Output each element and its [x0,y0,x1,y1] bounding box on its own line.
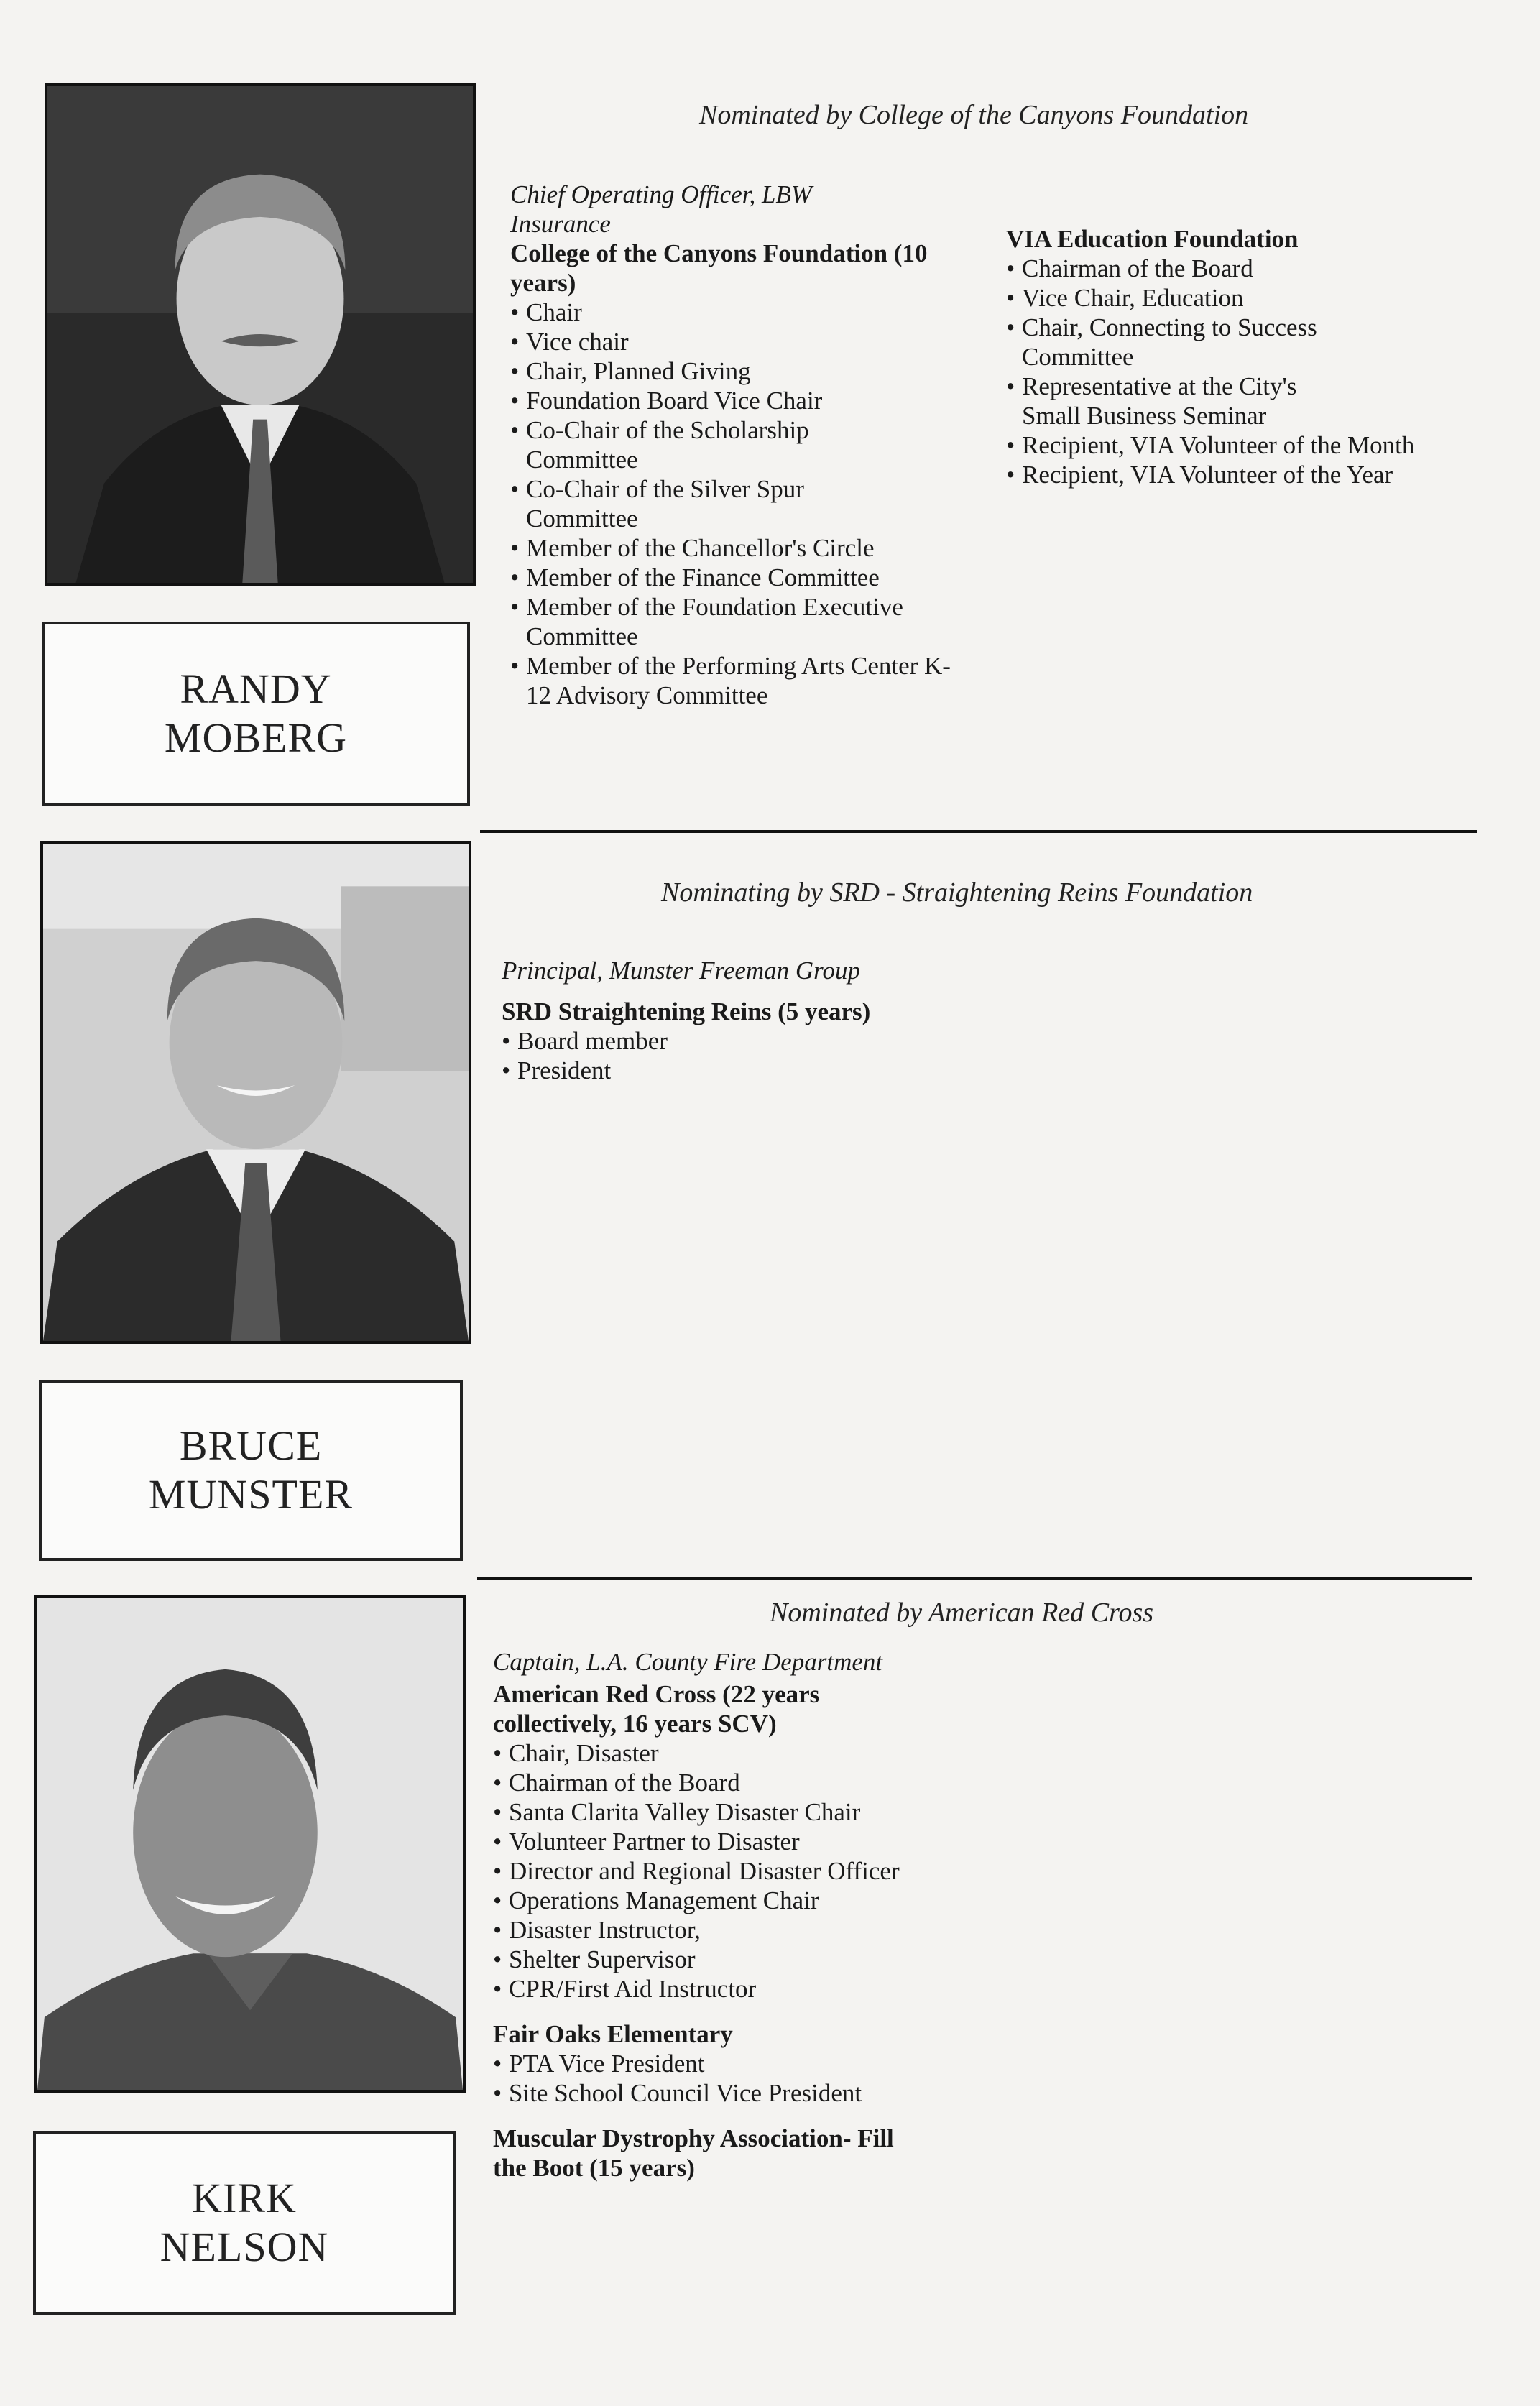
name-first: KIRK [192,2175,297,2221]
list-item: • Vice Chair, Education [1006,283,1466,313]
list-item: • Chair, Disaster [493,1738,1039,1768]
role-list [493,1738,1039,2004]
name-first: RANDY [180,665,332,712]
list-item: • Operations Management Chair [493,1886,1039,1915]
section-divider [480,830,1477,833]
nominated-by: Nominated by College of the Canyons Foundation [699,100,1249,130]
list-item: • Site School Council Vice President [493,2078,1039,2108]
section-divider [477,1577,1472,1580]
list-item: • Co-Chair of the Silver Spur Committee [510,474,871,533]
list-item: • Member of the Chancellor's Circle [510,533,970,563]
name-box-bruce-munster [39,1380,463,1561]
list-item: • Chair [510,298,970,327]
portrait-image [43,844,469,1341]
list-item: • Member of the Finance Committee [510,563,970,592]
job-title: Chief Operating Officer, LBW Insurance [510,180,812,238]
name-last: NELSON [160,2223,329,2270]
portrait-photo-randy-moberg [45,83,476,586]
list-item: • Disaster Instructor, [493,1915,1039,1945]
list-item: • Member of the Performing Arts Center K-12 Advisory Committee [510,651,957,710]
job-title: Principal, Munster Freeman Group [502,957,861,985]
name-last: MUNSTER [148,1471,354,1518]
name-box-randy-moberg [42,622,470,806]
nominated-by: Nominated by American Red Cross [770,1598,1154,1628]
list-item: • Chairman of the Board [493,1768,1039,1797]
job-title: Captain, L.A. County Fire Department [493,1648,883,1676]
list-item: • Director and Regional Disaster Officer [493,1856,1039,1886]
org-heading: College of the Canyons Foundation (10 years) [510,239,928,297]
list-item: • Chairman of the Board [1006,254,1466,283]
list-item: • Chair, Planned Giving [510,356,970,386]
portrait-image [47,86,473,583]
list-item: • Co-Chair of the Scholarship Committee [510,415,871,474]
name-first: BRUCE [179,1422,323,1469]
list-item: • President [502,1056,1148,1085]
list-item: • Volunteer Partner to Disaster [493,1827,1039,1856]
portrait-photo-kirk-nelson [34,1595,466,2093]
role-list [1006,254,1466,489]
list-item: • CPR/First Aid Instructor [493,1974,1039,2004]
bio-left-column [510,180,970,710]
list-item: • Foundation Board Vice Chair [510,386,970,415]
list-item: • Representative at the City's Small Business Seminar [1006,372,1360,430]
org-heading: VIA Education Foundation [1006,225,1299,253]
list-item: • Member of the Foundation Executive Committee [510,592,972,651]
org-heading: American Red Cross (22 years collectively, 16 years SCV) [493,1680,820,1738]
name-box-kirk-nelson [33,2131,456,2315]
list-item: • Recipient, VIA Volunteer of the Month [1006,430,1431,460]
portrait-photo-bruce-munster [40,841,471,1344]
list-item: • PTA Vice President [493,2049,1039,2078]
role-list [510,298,970,710]
list-item: • Vice chair [510,327,970,356]
role-list [493,2049,1039,2108]
bio-left-column [493,1647,1039,2183]
list-item: • Santa Clarita Valley Disaster Chair [493,1797,1039,1827]
name-last: MOBERG [164,714,348,761]
list-item: • Recipient, VIA Volunteer of the Year [1006,460,1466,489]
org-heading: Fair Oaks Elementary [493,2020,733,2048]
org-heading: SRD Straightening Reins (5 years) [502,997,871,1025]
list-item: • Shelter Supervisor [493,1945,1039,1974]
role-list [502,1026,1148,1085]
portrait-image [37,1598,463,2090]
bio-right-column [1006,224,1466,489]
bio-left-column [502,956,1148,1085]
list-item: • Chair, Connecting to Success Committee [1006,313,1396,372]
list-item: • Board member [502,1026,1148,1056]
org-heading: Muscular Dystrophy Association- Fill the Boot (15 years) [493,2124,894,2182]
nominated-by: Nominating by SRD - Straightening Reins Foundation [661,877,1253,908]
